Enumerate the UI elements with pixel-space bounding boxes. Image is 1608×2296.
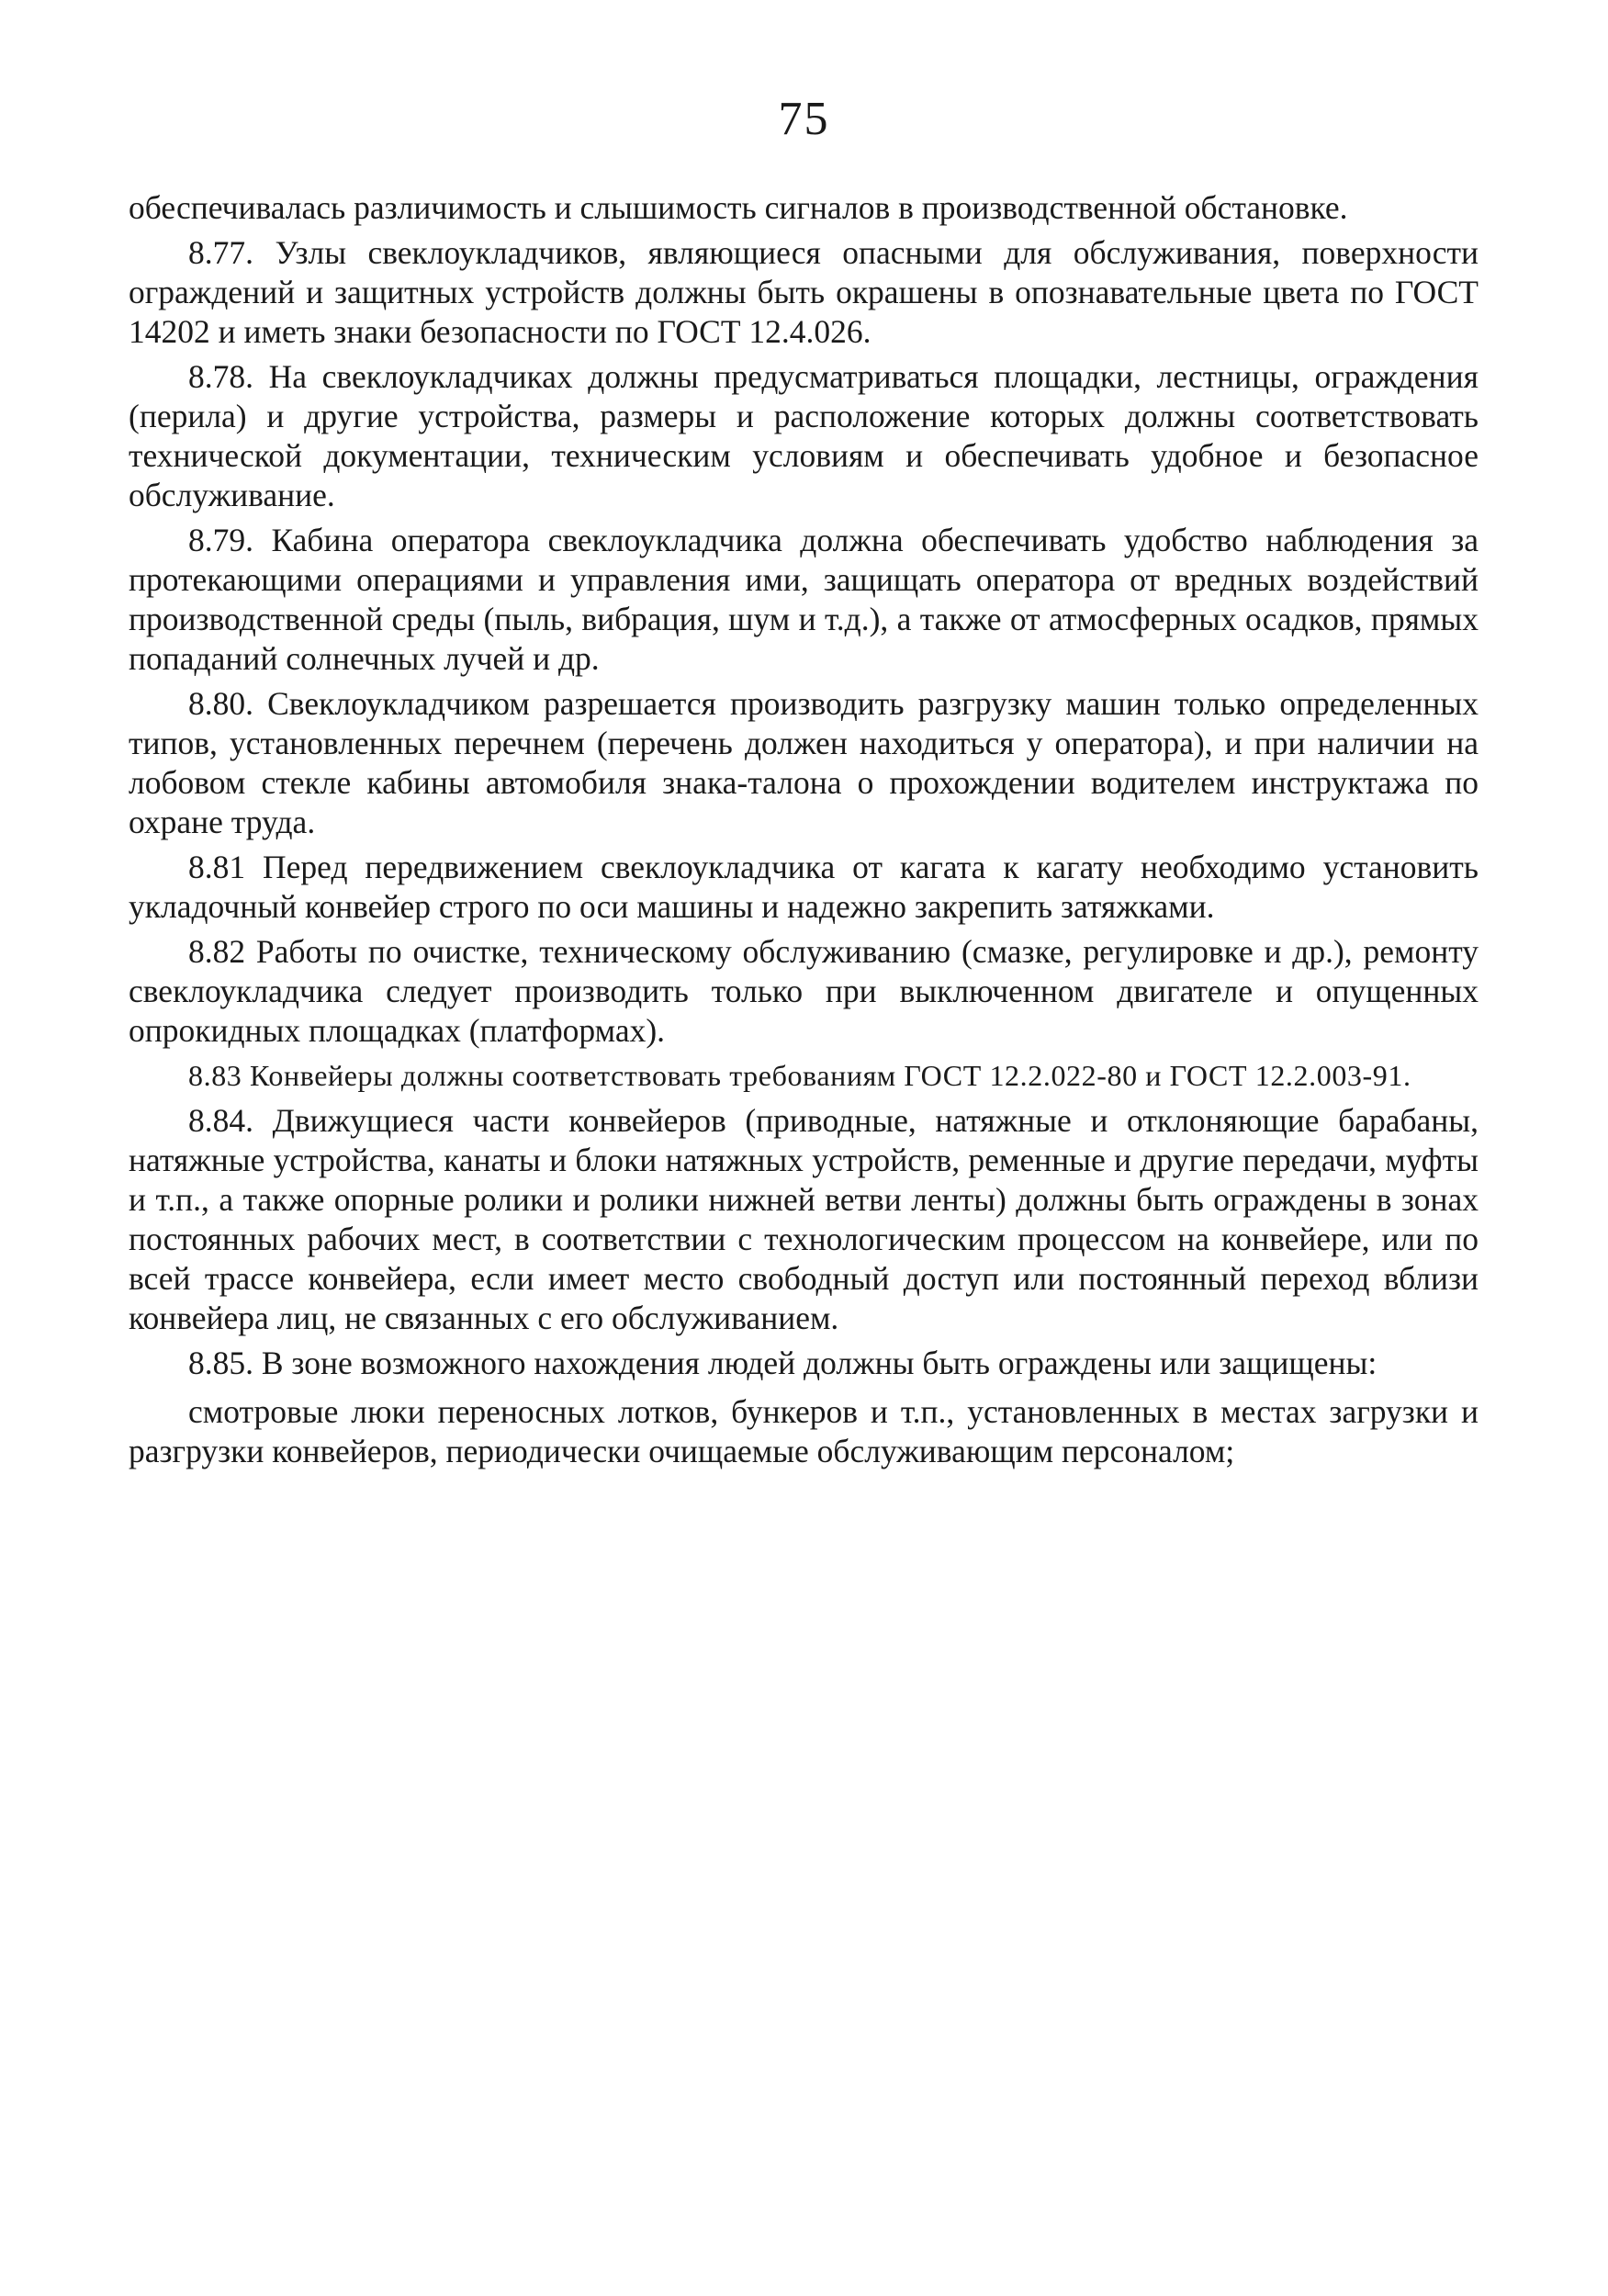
- clause-number: 8.84.: [188, 1102, 253, 1139]
- clause-8-81: [129, 848, 1479, 927]
- clause-number: 8.79.: [188, 522, 253, 558]
- clause-text: Кабина оператора свеклоукладчика должна обеспечивать удобство наблюдения за протекающими операциями и управления ими, защищать оператора от вредных воздействий производственной среды (пыль, вибрация, шум и т.д.), а также от атмосферных осадков, прямых попаданий солнечных лучей и др.: [129, 522, 1479, 677]
- clause-8-77: [129, 233, 1479, 352]
- clause-8-83: [129, 1056, 1479, 1096]
- clause-8-79: [129, 521, 1479, 679]
- clause-8-78: [129, 357, 1479, 515]
- clause-8-80: [129, 684, 1479, 842]
- clause-text: Работы по очистке, техническому обслуживанию (смазке, регулировке и др.), ремонту свеклоукладчика следует производить только при выключенном двигателе и опущенных опрокидных площадках (платформах).: [129, 933, 1479, 1049]
- clause-number: 8.83: [188, 1059, 242, 1092]
- clause-number: 8.80.: [188, 685, 253, 722]
- paragraph-continuation: [129, 188, 1479, 228]
- clause-text: Конвейеры должны соответствовать требованиям ГОСТ 12.2.022-80 и ГОСТ 12.2.003-91.: [250, 1059, 1411, 1092]
- clause-text: В зоне возможного нахождения людей должны быть ограждены или защищены:: [261, 1345, 1377, 1381]
- page-number: 75: [778, 93, 830, 145]
- paragraph-text: обеспечивалась различимость и слышимость сигналов в производственной обстановке.: [129, 189, 1348, 226]
- clause-number: 8.77.: [188, 234, 253, 271]
- clause-number: 8.81: [188, 849, 246, 885]
- clause-number: 8.82: [188, 933, 246, 970]
- clause-text: Движущиеся части конвейеров (приводные, натяжные и отклоняющие барабаны, натяжные устройства, канаты и блоки натяжных устройств, ременные и другие передачи, муфты и т.п., а также опорные ролики и ролики нижней ветви ленты) должны быть ограждены в зонах постоянных рабочих мест, в соответствии с технологическим процессом на конвейере, или по всей трассе конвейера, если имеет место свободный доступ или постоянный переход вблизи конвейера лиц, не связанных с его обслуживанием.: [129, 1102, 1479, 1336]
- clause-number: 8.85.: [188, 1345, 253, 1381]
- clause-8-85: [129, 1344, 1479, 1383]
- clause-text: Узлы свеклоукладчиков, являющиеся опасными для обслуживания, поверхности ограждений и защитных устройств должны быть окрашены в опознавательные цвета по ГОСТ 14202 и иметь знаки безопасности по ГОСТ 12.4.026.: [129, 234, 1479, 350]
- clause-text: Свеклоукладчиком разрешается производить разгрузку машин только определенных типов, установленных перечнем (перечень должен находиться у оператора), и при наличии на лобовом стекле кабины автомобиля знака-талона о прохождении водителем инструктажа по охране труда.: [129, 685, 1479, 840]
- clause-text: Перед передвижением свеклоукладчика от кагата к кагату необходимо установить укладочный конвейер строго по оси машины и надежно закрепить затяжками.: [129, 849, 1479, 925]
- clause-8-82: [129, 932, 1479, 1051]
- clause-text: На свеклоукладчиках должны предусматриваться площадки, лестницы, ограждения (перила) и другие устройства, размеры и расположение которых должны соответствовать технической документации, техническим условиям и обеспечивать удобное и безопасное обслуживание.: [129, 358, 1479, 513]
- clause-number: 8.78.: [188, 358, 253, 395]
- clause-8-84: [129, 1101, 1479, 1338]
- document-body: [129, 188, 1479, 1477]
- list-item-text: смотровые люки переносных лотков, бункеров и т.п., установленных в местах загрузки и разгрузки конвейеров, периодически очищаемые обслуживающим персоналом;: [129, 1393, 1479, 1469]
- list-item: [129, 1392, 1479, 1471]
